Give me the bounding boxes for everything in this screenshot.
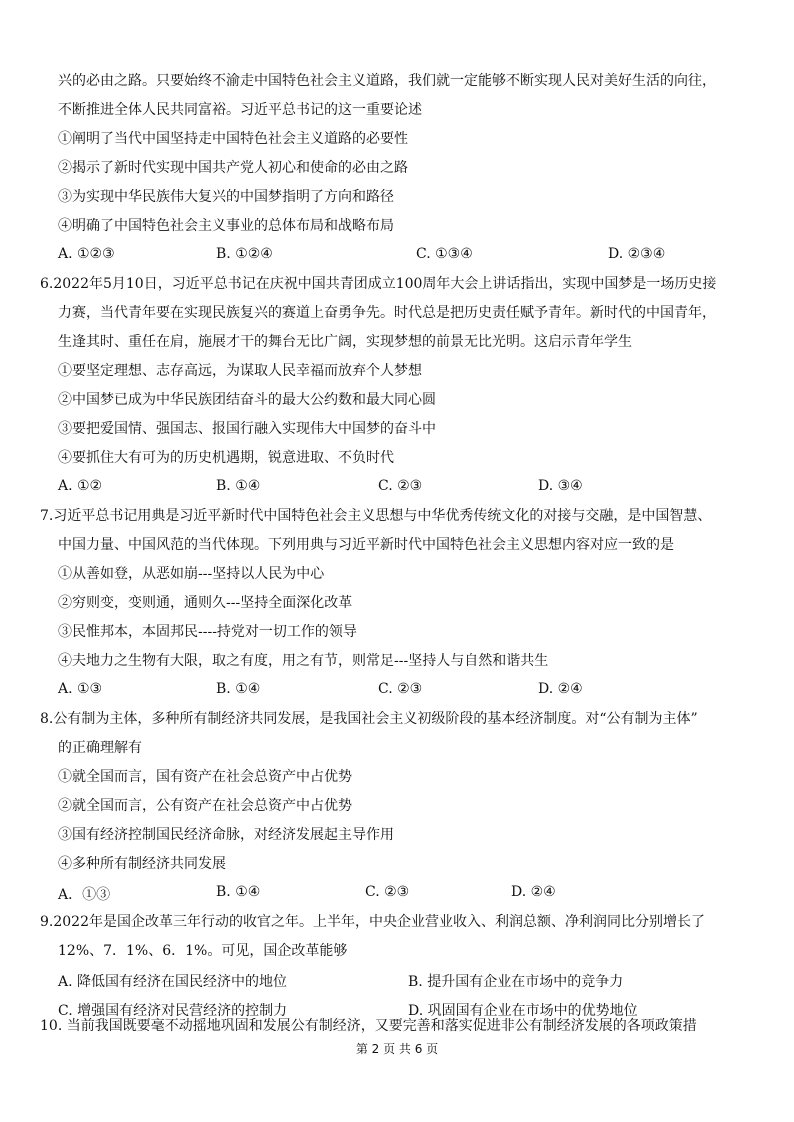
- q8-option-b: B. ①④: [216, 884, 261, 900]
- q8-text-line: 8.公有制为主体，多种所有制经济共同发展，是我国社会主义初级阶段的基本经济制度。对“公有制为主体”: [40, 711, 698, 727]
- q8-item: ③国有经济控制国民经济命脉，对经济发展起主导作用: [58, 827, 394, 843]
- q7-option-a: A. ①③: [58, 681, 103, 697]
- q5-option-b: B. ①②④: [216, 246, 273, 262]
- q7-item: ③民惟邦本，本固邦民----持党对一切工作的领导: [58, 624, 357, 640]
- q8-text-line: 的正确理解有: [58, 740, 142, 756]
- q9-option-b: B. 提升国有企业在市场中的竞争力: [408, 974, 624, 990]
- q5-item: ④明确了中国特色社会主义事业的总体布局和战略布局: [58, 218, 394, 234]
- page-footer: 第 2 页 共 6 页: [355, 1042, 439, 1056]
- q5-item: ③为实现中华民族伟大复兴的中国梦指明了方向和路径: [58, 189, 394, 205]
- q8-option-d: D. ②④: [511, 884, 556, 900]
- q8-item: ④多种所有制经济共同发展: [58, 856, 226, 872]
- q8-item: ①就全国而言，国有资产在社会总资产中占优势: [58, 769, 352, 785]
- q7-option-b: B. ①④: [216, 681, 261, 697]
- q7-item: ②穷则变，变则通，通则久---坚持全面深化改革: [58, 595, 353, 611]
- q5-text-line: 不断推进全体人民共同富裕。习近平总书记的这一重要论述: [58, 102, 422, 118]
- q6-option-b: B. ①④: [216, 478, 261, 494]
- q9-text-line: 12%、7．1%、6．1%。可见，国企改革能够: [58, 943, 348, 959]
- q5-options: [58, 246, 764, 264]
- q9-options-row-2: [58, 1000, 764, 1018]
- q6-text-line: 生逢其时、重任在肩，施展才干的舞台无比广阔，实现梦想的前景无比光明。这启示青年学生: [58, 334, 632, 350]
- q10-text-line: 10. 当前我国既要毫不动摇地巩固和发展公有制经济，又要完善和落实促进非公有制经济发展的各项政策措: [40, 1018, 697, 1034]
- q6-item: ①要坚定理想、志存高远，为谋取人民幸福而放弃个人梦想: [58, 363, 422, 379]
- q5-option-d: D. ②③④: [608, 246, 666, 262]
- q5-item: ①阐明了当代中国坚持走中国特色社会主义道路的必要性: [58, 131, 408, 147]
- q5-option-a: A. ①②③: [58, 246, 115, 262]
- q7-options: [58, 681, 764, 699]
- q9-option-c: C. 增强国有经济对民营经济的控制力: [58, 1003, 288, 1019]
- q6-item: ④要抓住大有可为的历史机遇期，锐意进取、不负时代: [58, 450, 394, 466]
- q9-option-d: D. 巩固国有企业在市场中的优势地位: [408, 1003, 638, 1019]
- q7-option-d: D. ②④: [538, 681, 583, 697]
- q7-item: ①从善如登，从恶如崩---坚持以人民为中心: [58, 566, 325, 582]
- q9-text-line: 9.2022年是国企改革三年行动的收官之年。上半年，中央企业营业收入、利润总额、净利润同比分别增长了: [40, 914, 705, 930]
- q8-item: ②就全国而言，公有资产在社会总资产中占优势: [58, 798, 352, 814]
- q6-item: ②中国梦已成为中华民族团结奋斗的最大公约数和最大同心圆: [58, 392, 436, 408]
- q5-item: ②揭示了新时代实现中国共产党人初心和使命的必由之路: [58, 160, 408, 176]
- q5-text-line: 兴的必由之路。只要始终不渝走中国特色社会主义道路，我们就一定能够不断实现人民对美好生活的向往，: [58, 73, 716, 89]
- q7-text-line: 7.习近平总书记用典是习近平新时代中国特色社会主义思想与中华优秀传统文化的对接与交融，是中国智慧、: [40, 508, 712, 524]
- q8-options: [58, 884, 764, 902]
- q6-option-c: C. ②③: [378, 478, 423, 494]
- q6-item: ③要把爱国情、强国志、报国行融入实现伟大中国梦的奋斗中: [58, 421, 436, 437]
- q7-text-line: 中国力量、中国风范的当代体现。下列用典与习近平新时代中国特色社会主义思想内容对应一致的是: [58, 537, 674, 553]
- q5-option-c: C. ①③④: [416, 246, 473, 262]
- q9-option-a: A. 降低国有经济在国民经济中的地位: [58, 974, 288, 990]
- q9-options-row-1: [58, 971, 764, 989]
- q6-text-line: 6.2022年5月10日，习近平总书记在庆祝中国共青团成立100周年大会上讲话指出，实现中国梦是一场历史接: [40, 276, 717, 292]
- q6-text-line: 力赛，当代青年要在实现民族复兴的赛道上奋勇争先。时代总是把历史责任赋予青年。新时代的中国青年，: [58, 305, 716, 321]
- q8-option-c: C. ②③: [365, 884, 410, 900]
- q6-option-a: A. ①②: [58, 478, 103, 494]
- q8-option-a: A．①③: [58, 887, 111, 903]
- q7-option-c: C. ②③: [378, 681, 423, 697]
- q6-option-d: D. ③④: [538, 478, 583, 494]
- q6-options: [58, 478, 764, 496]
- q7-item: ④夫地力之生物有大限，取之有度，用之有节，则常足---坚持人与自然和谐共生: [58, 653, 549, 669]
